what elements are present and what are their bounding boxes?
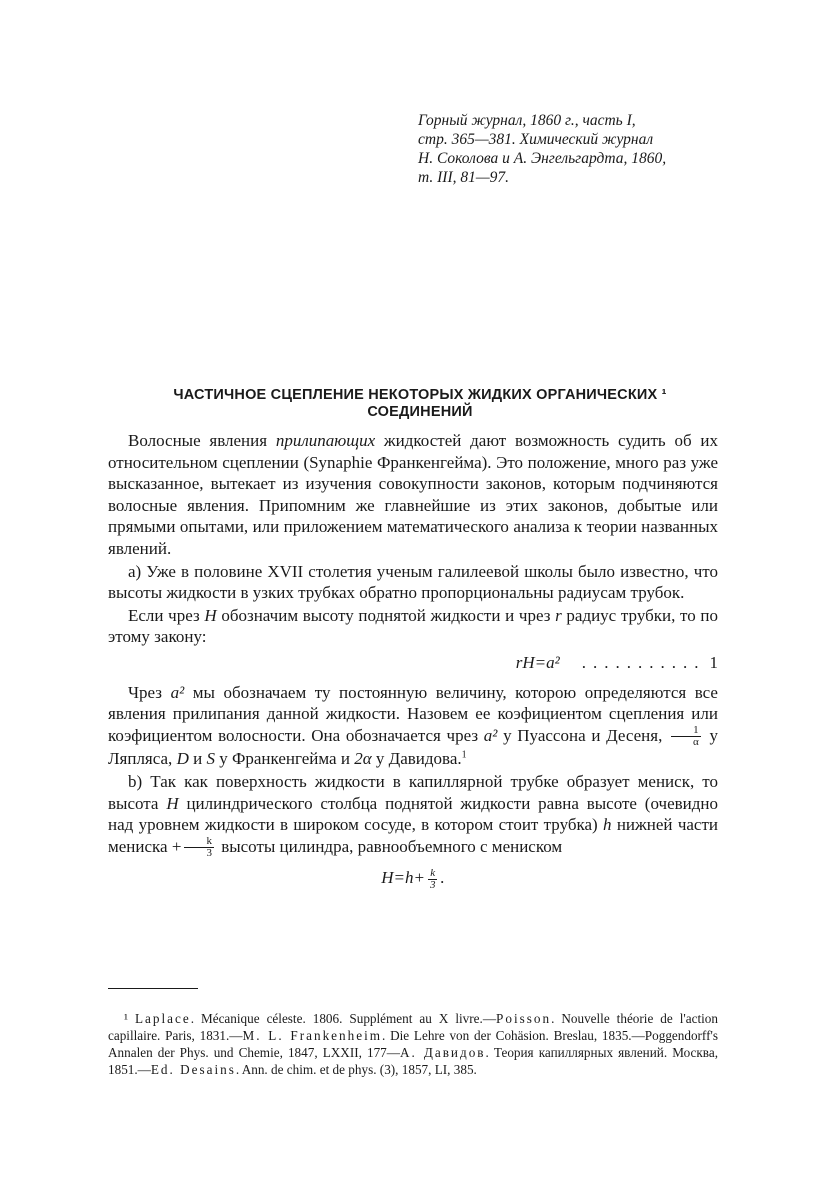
footnote-author: А. Давидов [399,1045,486,1060]
text-run: у Давидова. [371,749,462,769]
footnote-author: M. L. Frankenheim [242,1028,383,1043]
footnote-text: . Mécanique céleste. 1806. Supplément au X livre.— [190,1011,497,1026]
text-run: у Франкенгейма и [214,749,355,769]
text-run: b) Так как поверхность жидкости в капиллярной трубке образует мениск, то высота [108,771,718,813]
text-run: обозначим высоту поднятой жидкости и чрез [216,605,556,625]
text-run: нижней части мениска [108,815,718,856]
symbol-D: D [176,749,189,769]
symbol-S: S [206,749,215,769]
fraction-numerator: k [184,836,214,848]
fraction-k-over-3 [184,836,214,859]
fraction-numerator: 1 [671,725,701,737]
paragraph-law-b [108,771,718,859]
fraction-one-over-alpha [671,725,701,748]
symbol-a-squared: a² [170,682,185,702]
emphasis-text: прилипающих [275,431,376,450]
text-run: жидкостей дают возможность судить об их относительном сцеплении (Synaphie Франкенгейма). Это положение, много раз уже высказанное, вытекает из изучения совокупности законов, которым подчиняются волосные явления. Припомним же главнейшие из этих законов, добытые или прямыми опытами, или приложением математического анализа к теории названных явлений. [108,431,718,558]
symbol-r: r [555,605,562,625]
text-run: у Ляпляса, [108,725,719,769]
formula-number: 1 [709,652,718,672]
footnote-text: . Ann. de chim. et de phys. (3), 1857, LI, 385. [235,1062,477,1077]
text-run: Если чрез [128,605,205,625]
fraction-k-over-3 [428,868,438,891]
footnote-text: . Die Lehre von der Cohäsion. Breslau, 1835.—Poggendorff's Annalen der Phys. und Chemie, 1847, LXXII, 177— [108,1028,718,1060]
symbol-two-alpha: 2α [354,749,372,769]
paragraph-law-a: а) Уже в половине XVII столетия ученым галилеевой школы было известно, что высоты жидкости в узких трубках обратно пропорциональны радиусам трубок. [108,561,718,603]
footnote-author: Laplace [134,1011,191,1026]
formula-1 [108,652,718,674]
footnote-marker[interactable]: 1 [461,749,467,761]
fraction-denominator: α [693,736,699,749]
fraction-numerator: k [428,868,438,880]
formula-2 [108,867,718,891]
formula-expression: rH=a² [515,652,560,672]
footnote-author: Ed. Desains [150,1062,236,1077]
text-run: мы обозначаем ту постоянную величину, которою определяются все явления прилипания данной жидкости. Назовем ее коэфициентом сцепления или коэфициентом волосности. Она обозначается чрез [108,682,718,745]
formula-expression: H=h+ [381,868,425,888]
paragraph-intro [108,430,718,560]
footnote-author: Poisson [496,1011,552,1026]
source-note-line: т. III, 81—97. [418,169,510,186]
formula-leader-dots: ........... [581,652,706,672]
source-note-line: Горный журнал, 1860 г., часть I, [418,112,636,129]
footnote-number: ¹ [124,1011,128,1026]
text-run: у Пуассона и Десеня, [497,725,669,745]
title-line: ЧАСТИЧНОЕ СЦЕПЛЕНИЕ НЕКОТОРЫХ ЖИДКИХ ОРГАНИЧЕСКИХ ¹ [173,387,667,403]
text-run: цилиндрического столбца поднятой жидкости равна высоте (очевидно над уровнем жидкости в широком сосуде, в котором стоит трубка) [108,793,718,835]
footnote-separator [108,988,198,989]
fraction-denominator: 3 [429,878,436,891]
text-run: Чрез [128,682,171,702]
article-title [100,387,740,421]
text-run: высоты цилиндра, равнообъемного с мениском [216,836,563,856]
article-body [108,430,718,891]
title-line: СОЕДИНЕНИЙ [367,404,473,420]
symbol-a-squared: a² [483,725,498,745]
source-note [418,111,718,187]
symbol-H: H [204,605,217,625]
footnote-text: . Теория капиллярных явлений. Москва, 1851.— [108,1045,719,1077]
text-run: радиус трубки, то по этому закону: [108,605,719,647]
plus-sign: + [171,836,182,856]
text-run: Волосные явления [128,431,276,450]
source-note-line: Н. Соколова и А. Энгельгардта, 1860, [418,150,667,167]
formula-end: . [440,868,445,888]
footnote [108,1010,718,1078]
symbol-h: h [603,815,612,835]
paragraph-coefficient [108,682,718,770]
text-run: и [188,749,207,769]
footnote-text: . Nouvelle théorie de l'action capillaire. Paris, 1831.— [108,1011,718,1043]
source-note-line: стр. 365—381. Химический журнал [418,131,654,148]
paragraph-law-a-notation [108,605,718,648]
symbol-H: H [166,793,179,813]
fraction-denominator: 3 [206,847,212,860]
